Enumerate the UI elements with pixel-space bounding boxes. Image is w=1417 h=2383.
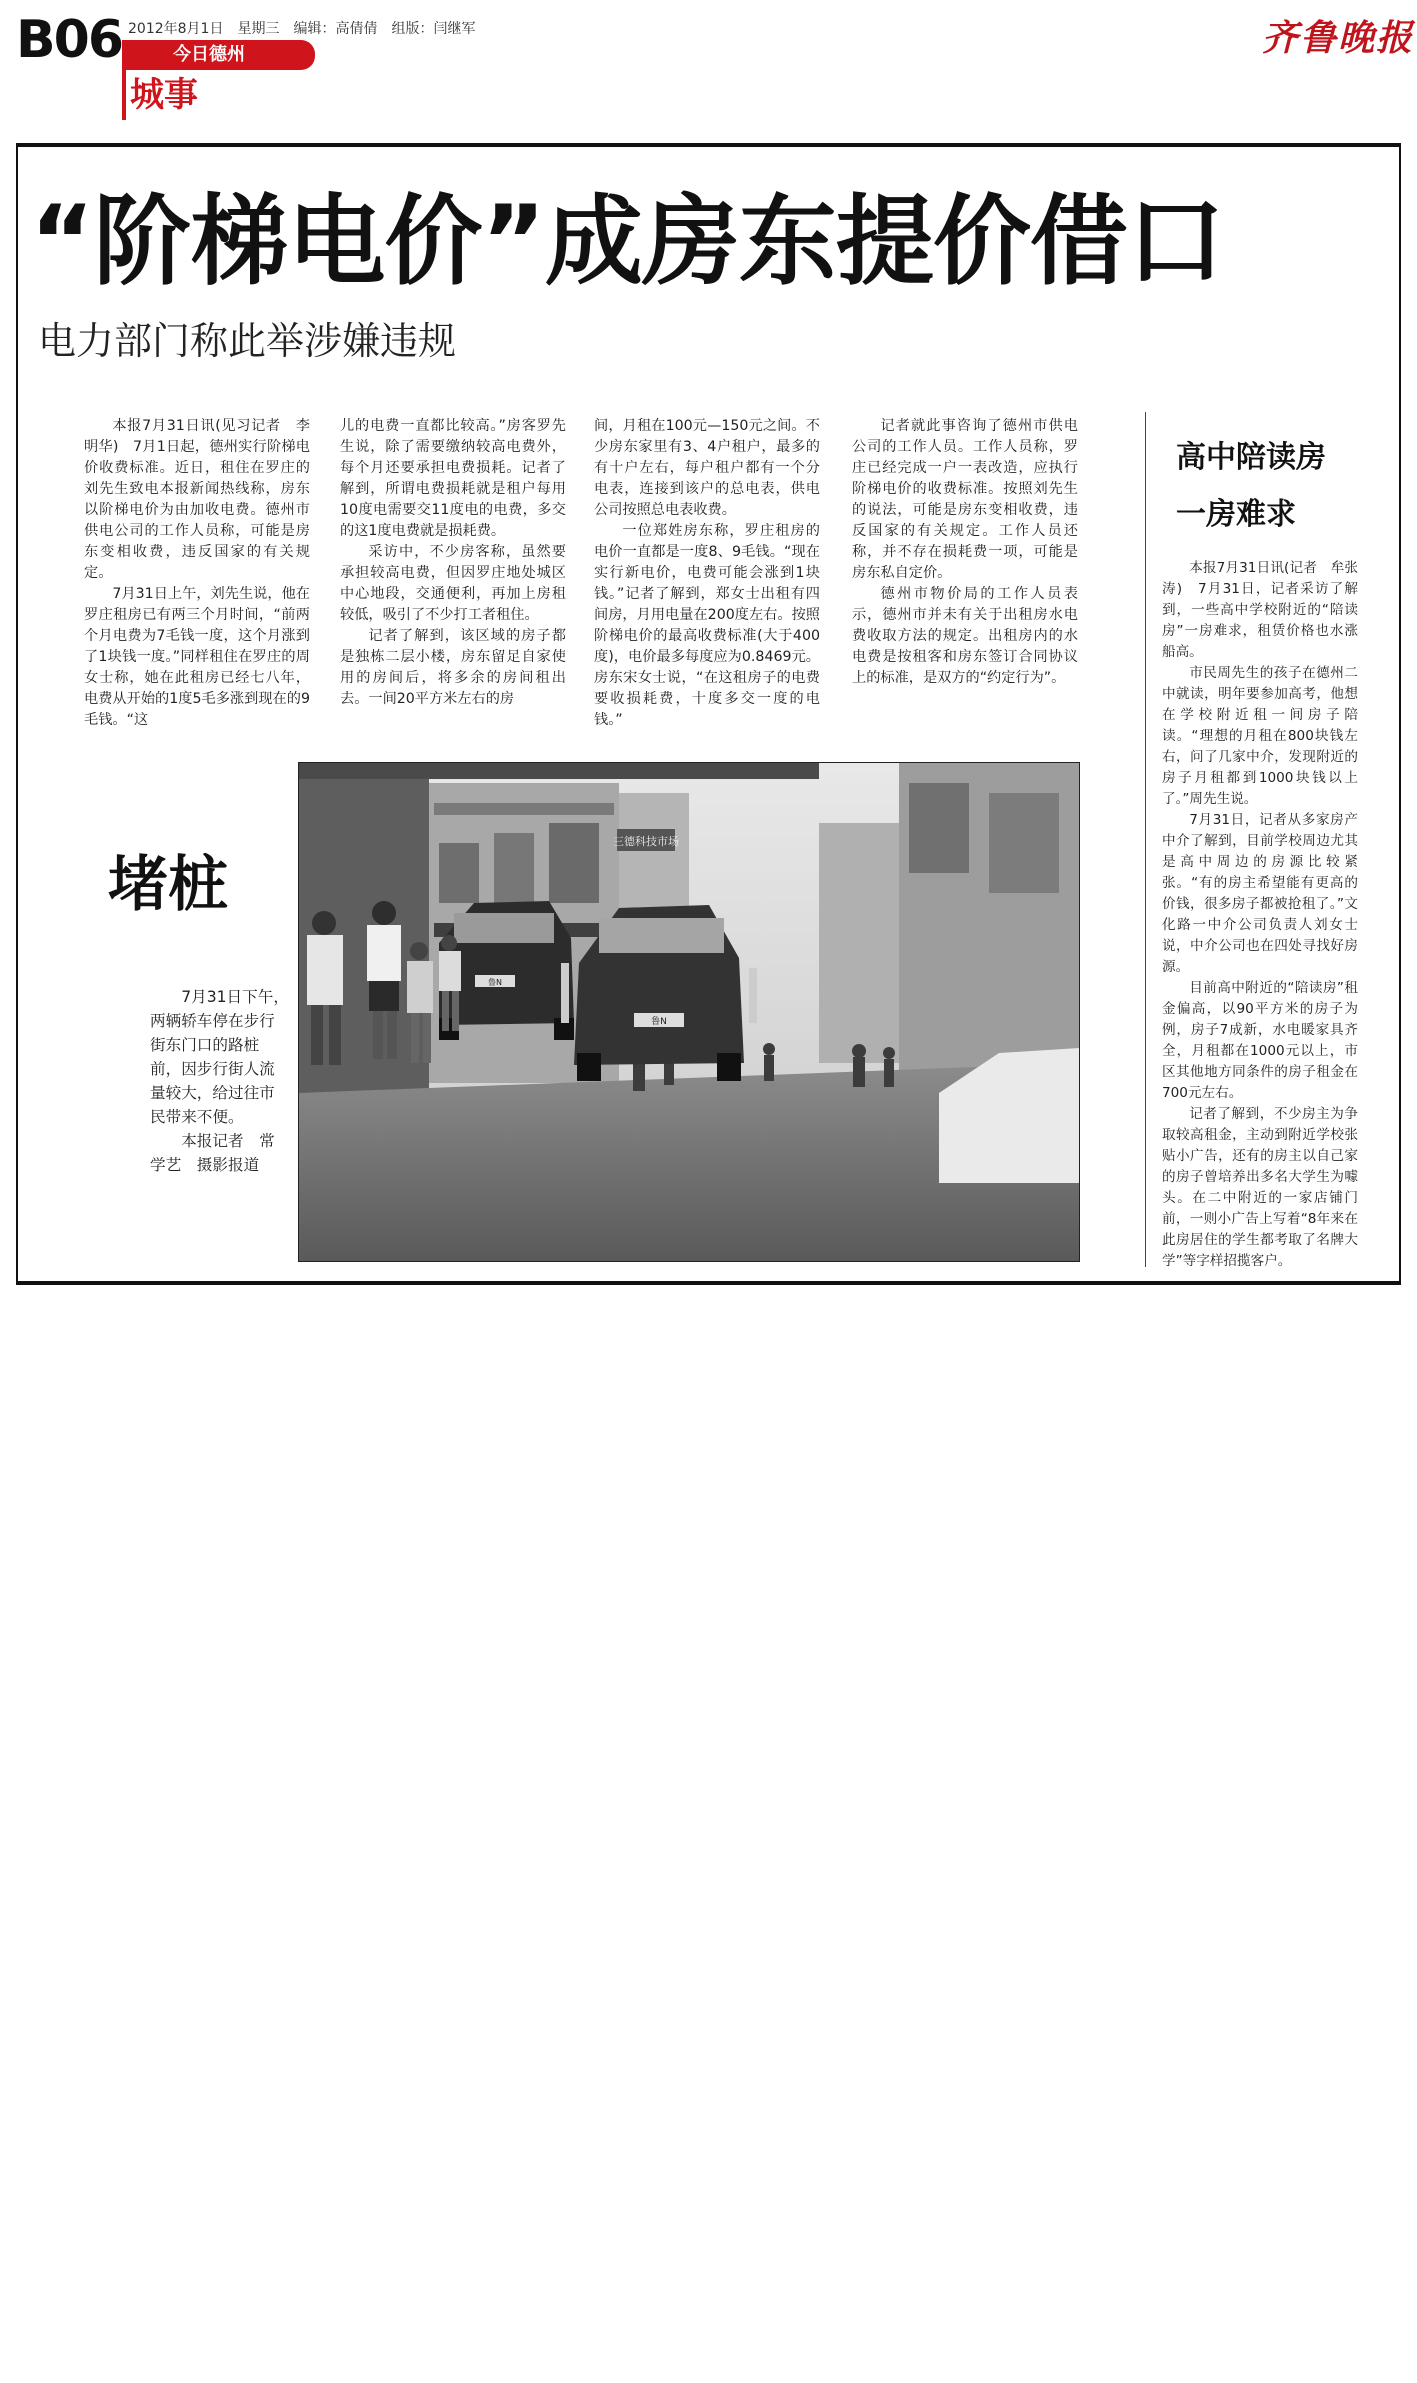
article-paragraph: 记者了解到，该区域的房子都是独栋二层小楼，房东留足自家使用的房间后，将多余的房间租出去。一间20平方米左右的房 bbox=[340, 628, 566, 707]
license-plate-center: 鲁N bbox=[651, 1017, 667, 1027]
article-paragraph: 7月31日上午，刘先生说，他在罗庄租房已有两三个月时间，“前两个月电费为7毛钱一度，这个月涨到了1块钱一度。”同样租住在罗庄的周女士称，她在此租房已经七八年，电费从开始的1度5毛多涨到现在的9毛钱。“这 bbox=[84, 586, 310, 728]
article-paragraph: 儿的电费一直都比较高。”房客罗先生说，除了需要缴纳较高电费外，每个月还要承担电费损耗。记者了解到，所谓电费损耗就是租户每用10度电需要交11度电的电费，多交的这1度电费就是损耗费。 bbox=[340, 418, 566, 539]
sidebar-paragraph: 本报7月31日讯(记者 牟张涛) 7月31日，记者采访了解到，一些高中学校附近的“陪读房”一房难求，租赁价格也水涨船高。 bbox=[1162, 560, 1358, 660]
sidebar-paragraph: 记者了解到，不少房主为争取较高租金，主动到附近学校张贴小广告，还有的房主以自己家的房子曾培养出多名大学生为噱头。在二中附近的一家店铺门前，一则小广告上写着“8年来在此房居住的学生都考取了名牌大学”等字样招揽客户。 bbox=[1162, 1106, 1358, 1269]
license-plate-left: 鲁N bbox=[488, 978, 502, 987]
article-paragraph: 记者就此事咨询了德州市供电公司的工作人员。工作人员称，罗庄已经完成一户一表改造，应执行阶梯电价的收费标准。按照刘先生的说法，可能是房东变相收费，违反国家的有关规定。工作人员还称，并不存在损耗费一项，可能是房东私自定价。 bbox=[852, 418, 1078, 581]
photo-headline: 堵桩 bbox=[108, 850, 228, 920]
photo-caption bbox=[150, 985, 290, 1177]
subheadline: 电力部门称此举涉嫌违规 bbox=[38, 319, 457, 363]
sidebar-paragraph: 市民周先生的孩子在德州二中就读，明年要参加高考，他想在学校附近租一间房子陪读。“理想的月租在800块钱左右，问了几家中介，发现附近的房子月租都到1000块钱以上了。”周先生说。 bbox=[1162, 665, 1358, 807]
sidebar-paragraph: 7月31日，记者从多家房产中介了解到，目前学校周边尤其是高中周边的房源比较紧张。“有的房主希望能有更高的价钱，很多房子都被抢租了。”文化路一中介公司负责人刘女士说，中介公司也在四处寻找好房源。 bbox=[1162, 812, 1358, 975]
article-column-1 bbox=[84, 416, 310, 731]
article-column-3 bbox=[594, 416, 820, 731]
page-number: B06 bbox=[16, 10, 122, 70]
road-bollard bbox=[561, 963, 569, 1023]
photo-caption-text: 7月31日下午，两辆轿车停在步行街东门口的路桩前，因步行街人流量较大，给过往市民带来不便。 bbox=[150, 988, 289, 1126]
sidebar-body bbox=[1162, 558, 1358, 1272]
article-paragraph: 本报7月31日讯(见习记者 李明华) 7月1日起，德州实行阶梯电价收费标准。近日，租住在罗庄的刘先生致电本报新闻热线称，房东以阶梯电价为由加收电费。德州市供电公司的工作人员称，可能是房东变相收费，违反国家的有关规定。 bbox=[84, 418, 310, 581]
newspaper-logo: 齐鲁晚报 bbox=[1262, 17, 1415, 59]
photo-credit: 本报记者 常学艺 摄影报道 bbox=[150, 1132, 275, 1174]
article-paragraph: 采访中，不少房客称，虽然要承担较高电费，但因罗庄地处城区中心地段，交通便利，再加上房租较低，吸引了不少打工者租住。 bbox=[340, 544, 566, 623]
headline: “阶梯电价”成房东提价借口 bbox=[30, 185, 1224, 299]
article-paragraph: 德州市物价局的工作人员表示，德州市并未有关于出租房水电费收取方法的规定。出租房内的水电费是按租客和房东签订合同协议上的标准，是双方的“约定行为”。 bbox=[852, 586, 1078, 686]
sidebar-headline-line1: 高中陪读房 bbox=[1176, 440, 1326, 475]
article-paragraph: 间，月租在100元—150元之间。不少房东家里有3、4户租户，最多的有十户左右，每户租户都有一个分电表，连接到该户的总电表，供电公司按照总电表收费。 bbox=[594, 418, 820, 518]
sidebar-paragraph: 目前高中附近的“陪读房”租金偏高，以90平方米的房子为例，房子7成新，水电暖家具齐全，月租都在1000元以上，市区其他地方同条件的房子租金在700元左右。 bbox=[1162, 980, 1358, 1101]
road-bollard bbox=[749, 968, 757, 1023]
date-editor-line: 2012年8月1日 星期三 编辑：高倩倩 组版：闫继军 bbox=[128, 21, 476, 37]
sidebar-headline-line2: 一房难求 bbox=[1176, 497, 1296, 532]
article-column-2 bbox=[340, 416, 566, 710]
center-sedan bbox=[574, 905, 744, 1081]
column-divider bbox=[1145, 412, 1146, 1267]
section-pill: 今日德州 bbox=[125, 40, 315, 70]
street-photo-illustration bbox=[299, 763, 1079, 1261]
market-sign-text: 三德科技市场 bbox=[613, 835, 679, 848]
section-title: 城事 bbox=[130, 75, 198, 115]
article-column-4 bbox=[852, 416, 1078, 689]
street-photo bbox=[298, 762, 1080, 1262]
article-paragraph: 一位郑姓房东称，罗庄租房的电价一直都是一度8、9毛钱。“现在实行新电价，电费可能会涨到1块钱。”记者了解到，郑女士出租有四间房，月用电量在200度左右。按照阶梯电价的最高收费标准(大于400度)，电价最多每度应为0.8469元。房东宋女士说，“在这租房子的电费要收损耗费，十度多交一度的电钱。” bbox=[594, 523, 820, 728]
